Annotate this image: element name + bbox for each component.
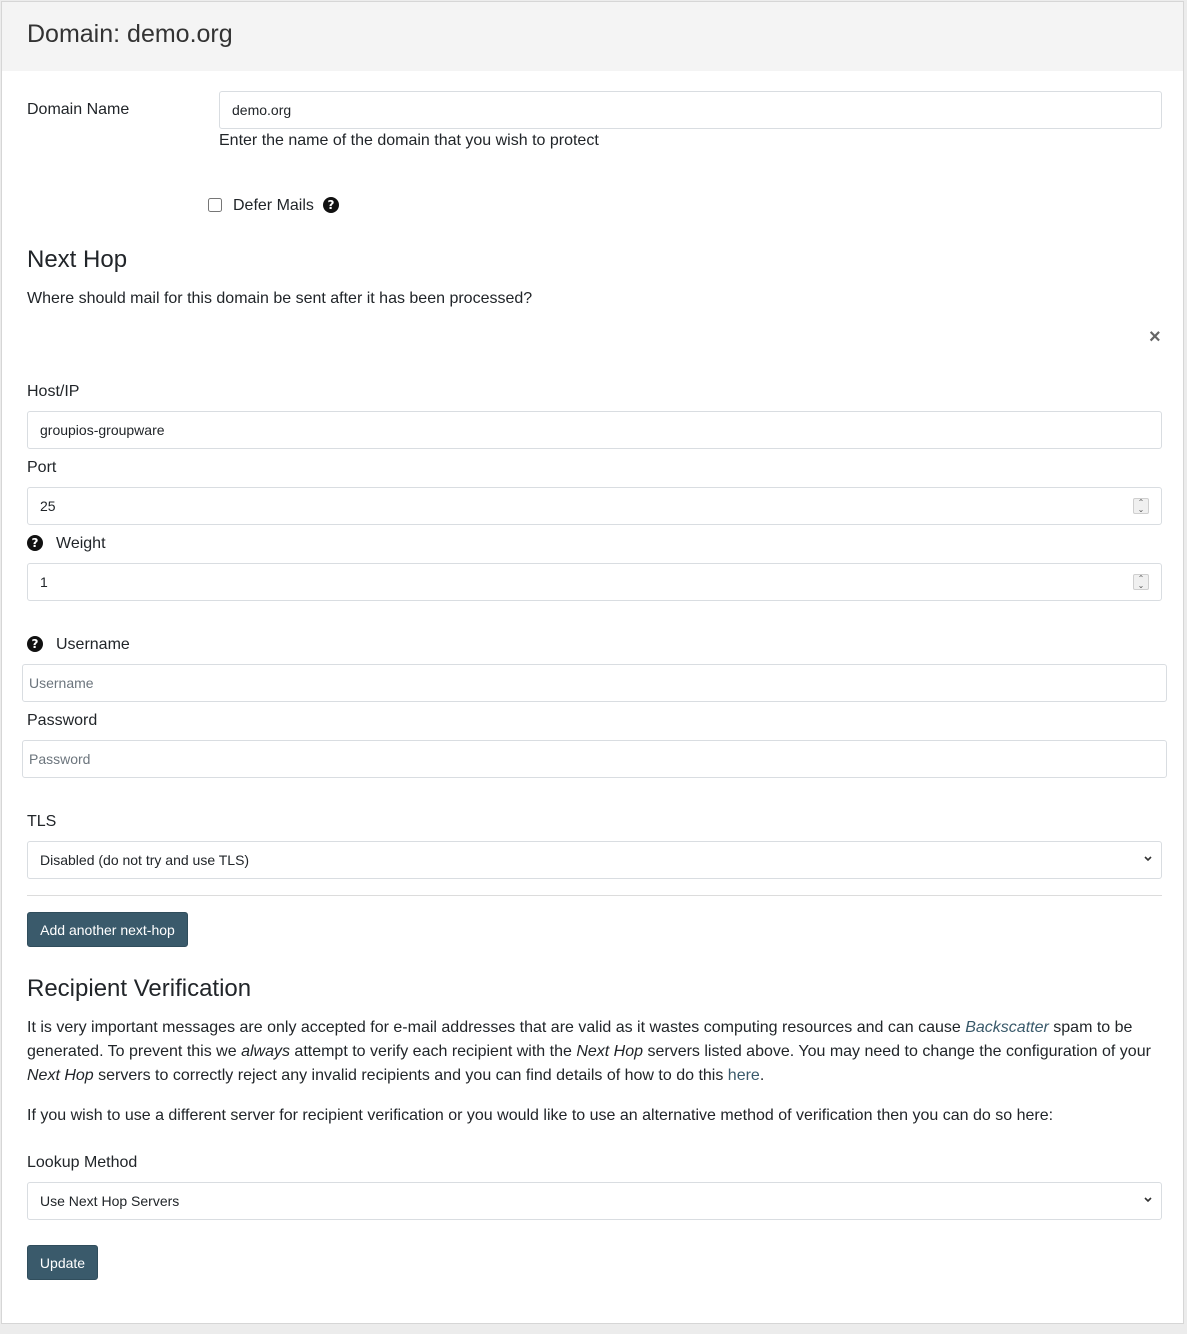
port-input[interactable] xyxy=(27,487,1162,525)
domain-name-input[interactable] xyxy=(219,91,1162,129)
chevron-down-icon xyxy=(1143,852,1153,866)
weight-value: 1 xyxy=(40,574,48,590)
next-hop-heading: Next Hop xyxy=(27,246,128,273)
domain-name-label: Domain Name xyxy=(27,101,130,118)
update-button[interactable]: Update xyxy=(27,1245,98,1280)
tls-label: TLS xyxy=(27,813,57,830)
add-next-hop-button[interactable]: Add another next-hop xyxy=(27,912,188,947)
weight-help-icon[interactable]: ? xyxy=(27,535,43,551)
defer-mails-checkbox[interactable] xyxy=(208,198,222,212)
host-ip-input[interactable] xyxy=(27,411,1162,449)
tls-select-value: Disabled (do not try and use TLS) xyxy=(40,852,250,868)
username-input[interactable] xyxy=(22,664,1167,702)
domain-name-help: Enter the name of the domain that you wish to protect xyxy=(219,132,599,149)
host-ip-label: Host/IP xyxy=(27,383,80,400)
divider xyxy=(27,895,1162,896)
question-circle-icon[interactable]: ? xyxy=(323,197,339,213)
weight-label: Weight xyxy=(56,535,106,552)
lookup-method-select[interactable] xyxy=(27,1182,1162,1220)
here-link[interactable]: here xyxy=(727,1067,760,1084)
recipient-verification-heading: Recipient Verification xyxy=(27,975,252,1002)
domain-panel xyxy=(1,1,1184,1324)
page-title: Domain: demo.org xyxy=(27,20,233,48)
port-spinner[interactable]: ⌃ ⌄ xyxy=(1133,498,1149,514)
backscatter-link[interactable]: Backscatter xyxy=(965,1019,1049,1036)
lookup-method-value: Use Next Hop Servers xyxy=(40,1193,180,1209)
port-label: Port xyxy=(27,459,57,476)
password-input[interactable] xyxy=(22,740,1167,778)
next-hop-description: Where should mail for this domain be sent after it has been processed? xyxy=(27,290,533,307)
recipient-verification-paragraph: It is very important messages are only accepted for e-mail addresses that are valid as it wastes computing resources and can cause Backscatter spam to be generated. To prevent this we always attempt to verify each recipient with the Next Hop servers listed above. You may need to change the configuration of your Next Hop servers to correctly reject any invalid recipients and you can find details of how to do this here. xyxy=(27,1019,1151,1084)
panel-header xyxy=(2,2,1183,71)
weight-input[interactable] xyxy=(27,563,1162,601)
defer-mails-label: Defer Mails xyxy=(233,197,314,214)
close-icon[interactable]: × xyxy=(1149,326,1161,348)
lookup-method-label: Lookup Method xyxy=(27,1154,138,1171)
tls-select[interactable] xyxy=(27,841,1162,879)
username-help-icon[interactable]: ? xyxy=(27,636,43,652)
port-value: 25 xyxy=(40,498,56,514)
weight-spinner[interactable]: ⌃ ⌄ xyxy=(1133,574,1149,590)
chevron-down-icon xyxy=(1143,1193,1153,1207)
password-label: Password xyxy=(27,712,98,729)
alternative-server-paragraph: If you wish to use a different server for recipient verification or you would like to use an alternative method of verification then you can do so here: xyxy=(27,1107,1054,1124)
username-label: Username xyxy=(56,636,130,653)
